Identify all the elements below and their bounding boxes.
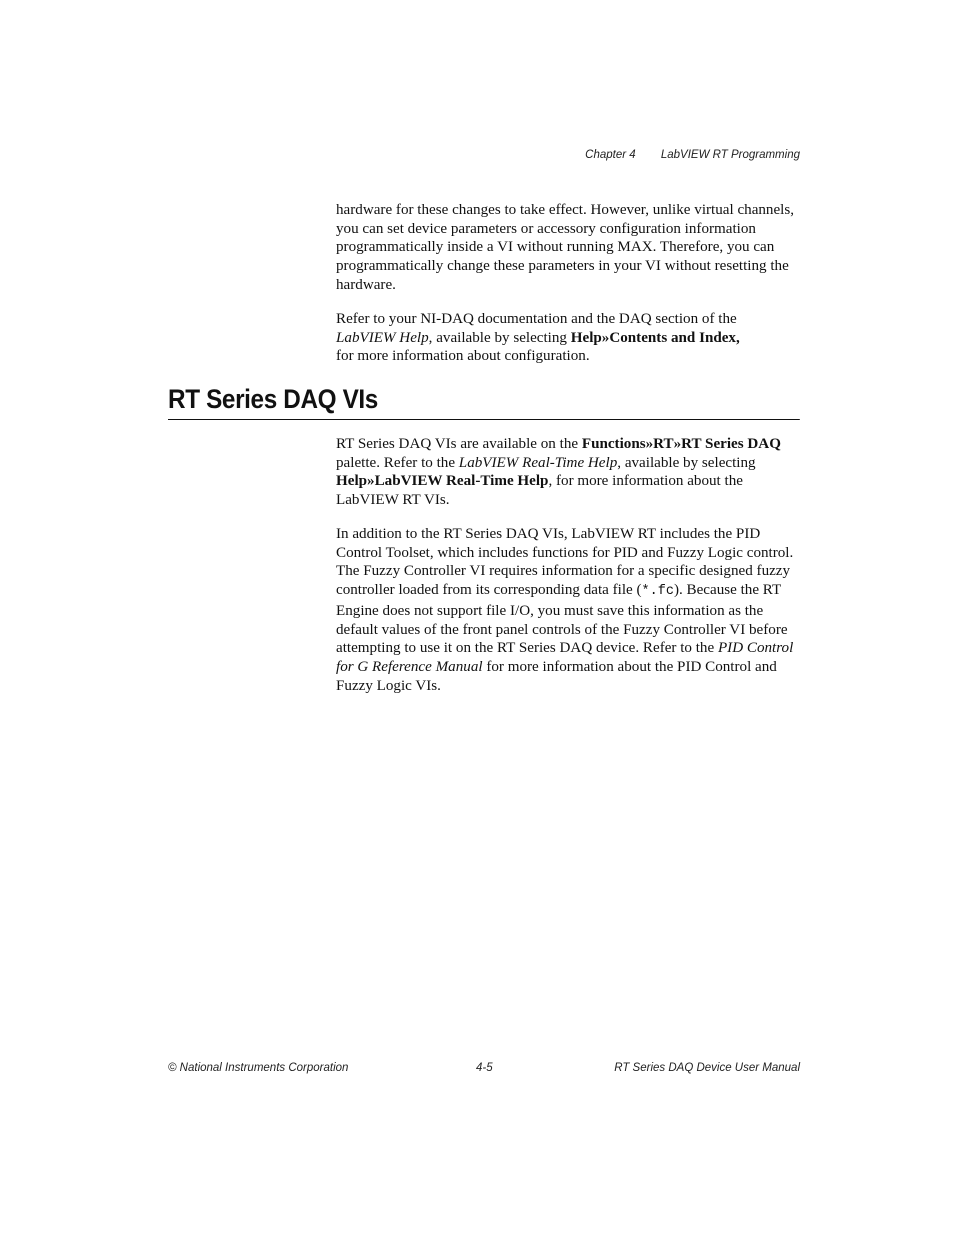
text-run: Refer to your NI-DAQ documentation and the DAQ section of the	[336, 311, 737, 327]
running-header	[585, 149, 800, 161]
paragraph-text	[336, 525, 800, 695]
paragraph-text: hardware for these changes to take effect. However, unlike virtual channels, you can set device parameters or accessory configuration information programmatically inside a VI without running MAX. Therefore, you can programmatically change these parameters in your VI without resetting the hardware.	[336, 202, 795, 293]
section-heading: RT Series DAQ VIs	[168, 381, 800, 420]
text-run: RT Series DAQ VIs are available on the	[336, 436, 582, 452]
text-run: In addition to the RT Series DAQ VIs, LabVIEW RT includes the PID Control Toolset, which includes functions for PID and Fuzzy Logic control. The Fuzzy Controller VI requires information for a specific designed fuzzy controller loaded from its corresponding data file (	[336, 526, 794, 599]
labview-rt-help-reference: LabVIEW Real-Time Help	[458, 454, 618, 471]
header-chapter: Chapter 4	[585, 149, 636, 161]
menu-path-functions-rt: Functions»RT»RT Series DAQ	[581, 436, 781, 452]
paragraph-pid-control	[336, 525, 800, 695]
menu-path-help-labview-rt: Help»LabVIEW Real-Time Help	[336, 473, 549, 490]
text-run: , available by selecting	[428, 329, 571, 346]
page-number: 4-5	[476, 1062, 493, 1074]
menu-path-contents-index: Help»Contents and Index,	[570, 329, 740, 346]
text-run: , for more information about the LabVIEW RT VIs.	[336, 473, 743, 509]
footer-manual-title: RT Series DAQ Device User Manual	[614, 1062, 800, 1074]
footer-copyright: © National Instruments Corporation	[168, 1062, 349, 1074]
text-run: , available by selecting	[617, 454, 756, 471]
text-run: for more information about configuration.	[336, 348, 590, 365]
paragraph-text	[336, 435, 800, 510]
paragraph-refer-nidaq	[336, 310, 800, 366]
paragraph-hardware-changes	[336, 201, 800, 295]
header-chapter-title: LabVIEW RT Programming	[660, 149, 800, 161]
pid-manual-reference: PID Control for G Reference Manual	[336, 640, 794, 675]
paragraph-text	[336, 310, 800, 366]
text-run: palette. Refer to the	[336, 454, 459, 471]
labview-help-reference: LabVIEW Help	[336, 329, 429, 346]
text-run: for more information about the PID Control and Fuzzy Logic VIs.	[336, 658, 777, 694]
paragraph-rt-series-daq-vis	[336, 435, 800, 510]
file-extension-code: *.fc	[641, 584, 674, 600]
text-run: ). Because the RT Engine does not support file I/O, you must save this information as the default values of the front panel controls of the Fuzzy Controller VI before attempting to use it on the RT Series DAQ device. Refer to the	[336, 582, 788, 657]
